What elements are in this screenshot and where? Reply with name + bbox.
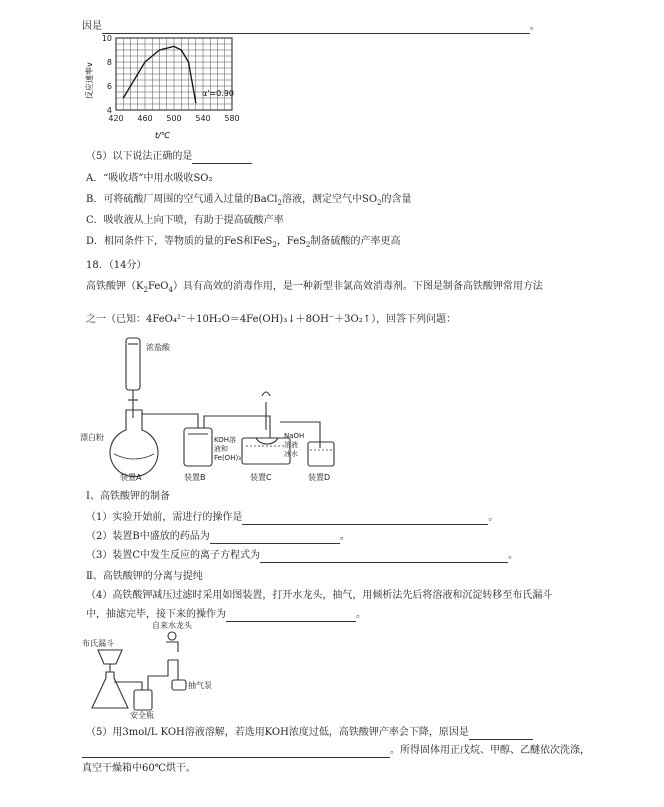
part2-q4-end: 。 [356,609,366,620]
q18-head: 18．（14分） [86,260,147,271]
q5-stem [86,150,252,164]
label-device-a: 装置A [120,473,142,482]
part2-q4-line1: （4）高铁酸钾减压过滤时采用如图装置，打开水龙头，抽气，用倾析法先后将溶液和沉淀转移至布氏漏斗 [86,590,553,601]
label-vacuum-pump: 抽气泵 [188,681,212,690]
part1-q1 [86,511,498,525]
q5-d-sub: 2 [272,241,277,249]
q18-intro-post: ）具有高效的消毒作用，是一种新型非氯高效消毒剂。下图是制备高铁酸钾常用方法 [172,281,543,292]
label-buchner-funnel: 布氏漏斗 [82,639,114,648]
label-naoh-1: NaOH [284,432,305,440]
label-device-c: 装置C [250,473,272,482]
y-tick-label: 4 [106,106,112,115]
q5-b-mid: 溶液，测定空气中SO [281,194,378,205]
part2-q4-text: 中，抽滤完毕，接下来的操作为 [86,609,226,620]
q5-blank [192,152,252,164]
label-conc-hcl: 浓盐酸 [146,343,170,352]
q18-intro-2: 之一（已知：4FeO₄²⁻＋10H₂O＝4Fe(OH)₃↓＋8OH⁻＋3O₂↑），回答下列问题： [86,314,457,325]
buchner-funnel [98,650,122,672]
chart-annotation: α'=0.90 [202,89,234,98]
q18-intro-1 [86,280,543,297]
x-tick-label: 540 [195,114,211,123]
y-tick-label: 8 [106,58,112,67]
series-point [181,49,182,50]
q2-blank [210,532,340,544]
label-ice-water: 冰水 [284,450,298,458]
q5-b-pre: B．可将硫酸厂周围的空气通入过量的BaCl [86,194,278,205]
flask-a [110,410,158,477]
preparation-apparatus [80,330,360,490]
q5b-blank-1 [469,728,533,740]
safety-bottle [134,660,168,710]
label-device-b: 装置B [184,473,206,482]
q5-stem-text: （5）以下说法正确的是 [86,151,193,162]
q18-intro-sub2: 4 [168,286,173,294]
y-tick-label: 10 [101,34,112,43]
q5b-line3: 真空干燥箱中60℃烘干。 [82,763,196,774]
top-line [82,20,540,34]
series-point [123,97,124,98]
rate-temperature-chart [72,34,252,140]
q18-intro-sub1: 2 [143,286,148,294]
vacuum-pump [172,680,186,690]
label-device-d: 装置D [308,473,331,482]
dropping-funnel [126,338,140,418]
label-water-tap: 自来水龙头 [152,621,192,630]
part1-q3-text: （3）装置C中发生反应的离子方程式为 [86,550,261,561]
part1-q1-end: 。 [488,512,499,523]
part1-q3-end: 。 [508,550,519,561]
answer-blank [102,22,530,34]
series-point [195,102,196,103]
top-prefix: 因是 [82,21,102,32]
series-point [159,49,160,50]
y-axis-label: 反应速率v [85,62,94,99]
q5b-line2-end: 。所得固体用正戊烷、甲醇、乙醚依次洗涤， [390,745,590,756]
connecting-tube [142,414,198,428]
q5b-line2 [82,744,590,758]
part1-q2-text: （2）装置B中盛放的药品为 [86,531,210,542]
label-koh-3: Fe(OH)₃ [214,454,241,462]
q5-option-b [86,193,412,210]
part2-title: Ⅱ、高铁酸钾的分离与提纯 [86,571,203,582]
series-point [188,61,189,62]
part1-q3 [86,549,518,563]
q5b-blank-2 [82,746,390,758]
q5-option-c: C．吸收液从上向下喷，有助于提高硫酸产率 [86,215,284,226]
q4-blank [226,610,356,622]
y-tick-label: 6 [106,82,112,91]
label-naoh-2: 溶液 [284,441,298,449]
x-axis-label: t/℃ [155,131,170,140]
q18-intro-pre: 高铁酸钾（K [86,281,144,292]
q5b-line1 [86,726,533,740]
x-tick-label: 420 [108,114,124,123]
series-point [173,46,174,47]
q5-b-sub2: 2 [377,199,382,207]
q3-blank [260,551,508,563]
q5-option-a: A．“吸收塔”中用水吸收SO₂ [86,173,213,184]
beaker-d [308,442,334,466]
part1-q2 [86,530,350,544]
part1-title: Ⅰ、高铁酸钾的制备 [86,491,170,502]
q5-d-pre: D．相同条件下，等物质的量的FeS和FeS [86,236,273,247]
label-safety-bottle: 安全瓶 [130,711,154,720]
q5-d-sub2: 2 [305,241,311,249]
q5-b-post: 的含量 [381,194,412,205]
label-bleach: 漂白粉 [80,433,104,442]
series-point [144,61,145,62]
top-end: 。 [530,21,540,32]
x-tick-label: 580 [224,114,240,123]
x-tick-label: 500 [166,114,182,123]
q5-option-d [86,235,400,252]
x-tick-label: 460 [137,114,153,123]
label-koh-2: 液和 [214,445,228,453]
label-koh-1: KOH溶 [214,436,236,444]
q5-b-sub: 2 [277,199,282,207]
q5b-line1-text: （5）用3mol/L KOH溶液溶解，若选用KOH浓度过低，高铁酸钾产率会下降，原因是 [86,727,469,738]
q5-d-mid: ，FeS [276,236,306,247]
q5-d-post: 制备硫酸的产率更高 [310,236,401,247]
q1-blank [242,513,488,525]
part1-q1-text: （1）实验开始前，需进行的操作是 [86,512,243,523]
filtration-apparatus [82,620,242,720]
part1-q2-end: 。 [339,531,350,542]
q18-intro-mid: FeO [147,281,169,292]
